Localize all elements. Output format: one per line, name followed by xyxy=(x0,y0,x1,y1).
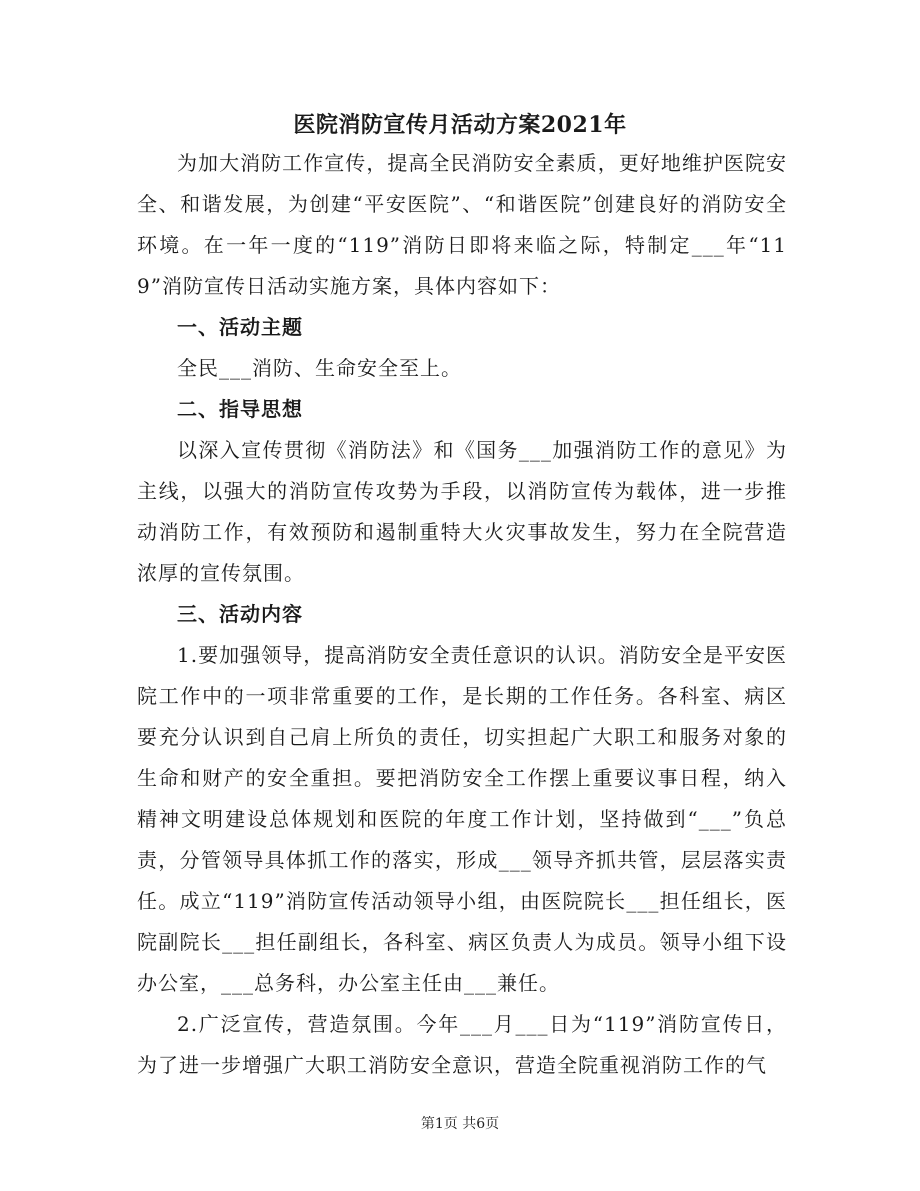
page-number-footer: 第1页 共6页 xyxy=(420,1116,500,1132)
intro-paragraph: 为加大消防工作宣传，提高全民消防安全素质，更好地维护医院安全、和谐发展，为创建“平安医院”、“和谐医院”创建良好的消防安全环境。在一年一度的“119”消防日即将来临之际，特制定___年“119”消防宣传日活动实施方案，具体内容如下： xyxy=(137,151,787,298)
guiding-paragraph: 以深入宣传贯彻《消防法》和《国务___加强消防工作的意见》为主线，以强大的消防宣传攻势为手段，以消防宣传为载体，进一步推动消防工作，有效预防和遏制重特大火灾事故发生，努力在全院营造浓厚的宣传氛围。 xyxy=(137,438,787,585)
content-item-2: 2.广泛宣传，营造氛围。今年___月___日为“119”消防宣传日，为了进一步增强广大职工消防安全意识，营造全院重视消防工作的气 xyxy=(137,1012,787,1077)
section-heading-content: 三、活动内容 xyxy=(177,602,303,626)
document-body xyxy=(137,143,787,1086)
theme-paragraph: 全民___消防、生命安全至上。 xyxy=(177,356,462,380)
content-item-1: 1.要加强领导，提高消防安全责任意识的认识。消防安全是平安医院工作中的一项非常重要的工作，是长期的工作任务。各科室、病区要充分认识到自己肩上所负的责任，切实担起广大职工和服务对象的生命和财产的安全重担。要把消防安全工作摆上重要议事日程，纳入精神文明建设总体规划和医院的年度工作计划，坚持做到“___”负总责，分管领导具体抓工作的落实，形成___领导齐抓共管，层层落实责任。成立“119”消防宣传活动领导小组，由医院院长___担任组长，医院副院长___担任副组长，各科室、病区负责人为成员。领导小组下设办公室，___总务科，办公室主任由___兼任。 xyxy=(137,643,787,995)
section-heading-guiding: 二、指导思想 xyxy=(177,397,303,421)
document-title: 医院消防宣传月活动方案2021年 xyxy=(293,112,627,138)
section-heading-theme: 一、活动主题 xyxy=(177,315,303,339)
